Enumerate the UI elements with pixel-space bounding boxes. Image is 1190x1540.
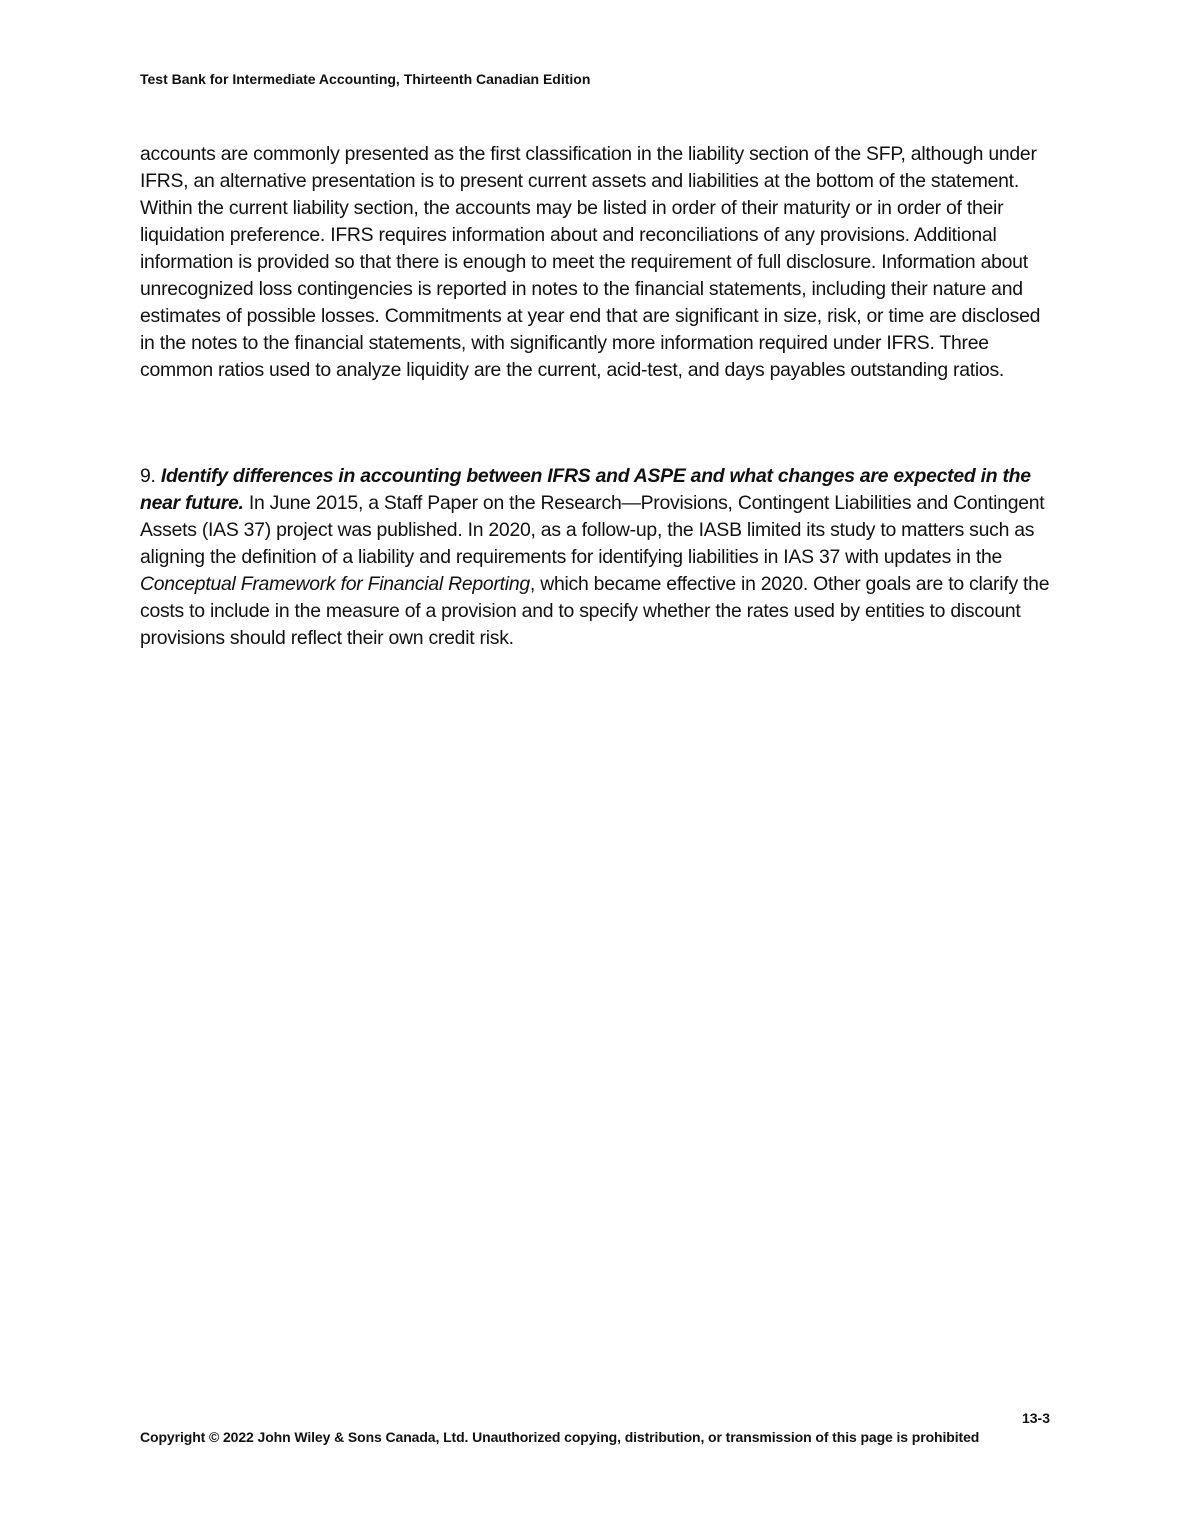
item-text: In June 2015, a Staff Paper on the Research—Provisions, Contingent Liabilities and Contingent Assets (IAS 37) project was published. In 2020, as a follow-up, the IASB limited its study to matters such as aligning the definition of a liability and requirements for identifying liabilities in IAS 37 with updates in the — [140, 492, 1045, 568]
body-paragraph: accounts are commonly presented as the first classification in the liability section of the SFP, although under IFRS, an alternative presentation is to present current assets and liabilities at the bottom of the statement. Within the current liability section, the accounts may be listed in order of their maturity or in order of their liquidation preference. IFRS requires information about and reconciliations of any provisions. Additional information is provided so that there is enough to meet the requirement of full disclosure. Information about unrecognized loss contingencies is reported in notes to the financial statements, including their nature and estimates of possible losses. Commitments at year end that are significant in size, risk, or time are disclosed in the notes to the financial statements, with significantly more information required under IFRS. Three common ratios used to analyze liquidity are the current, acid-test, and days payables outstanding ratios. — [140, 143, 1041, 381]
page-header: Test Bank for Intermediate Accounting, Thirteenth Canadian Edition — [140, 71, 591, 87]
item-text-continued: , which became effective in 2020. Other goals are to clarify the costs to include in the measure of a provision and to specify whether the rates used by entities to discount provisions should reflect their own credit risk. — [140, 573, 1050, 649]
item-heading: Identify differences in accounting between IFRS and ASPE and what changes are expected in the near future. — [140, 465, 1031, 514]
framework-title: Conceptual Framework for Financial Reporting — [140, 573, 530, 595]
page-number: 13-3 — [1021, 1410, 1050, 1426]
item-9-paragraph — [140, 463, 1052, 652]
item-number: 9. — [140, 465, 156, 487]
copyright-notice: Copyright © 2022 John Wiley & Sons Canada, Ltd. Unauthorized copying, distribution, or transmission of this page is prohibited — [140, 1429, 980, 1445]
